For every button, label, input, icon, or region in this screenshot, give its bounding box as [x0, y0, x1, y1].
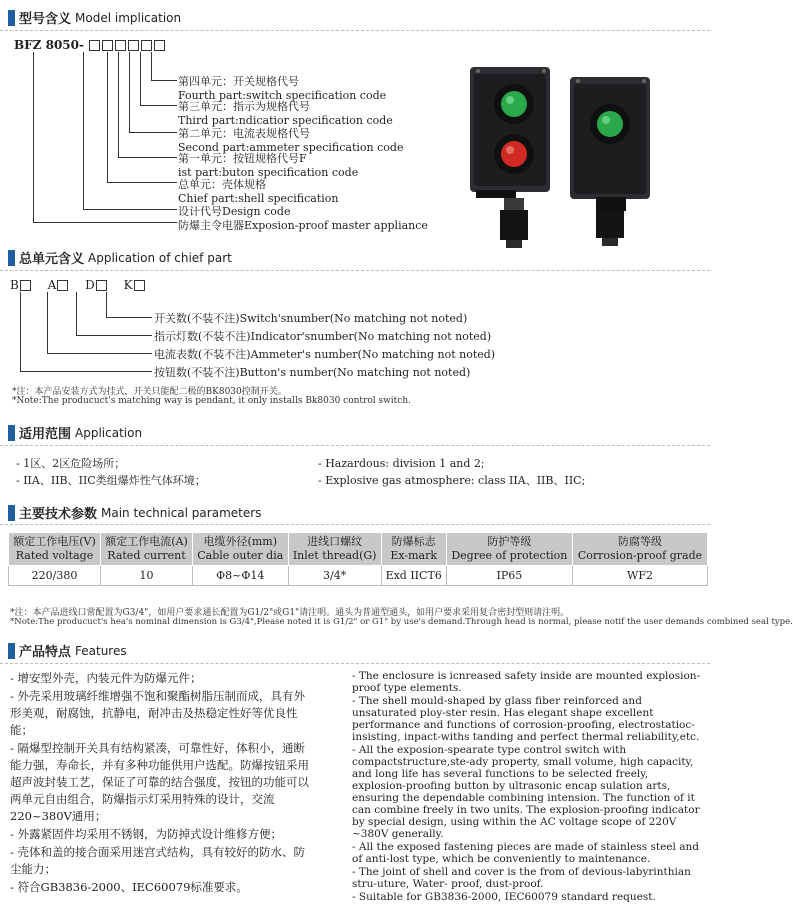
- table-cell: 3/4*: [288, 566, 381, 586]
- section-marker: [8, 505, 15, 521]
- list-item: - 壳体和盖的接合面采用迷宫式结构，具有较好的防水、防尘能力；: [10, 845, 306, 876]
- features-en: [352, 670, 704, 904]
- list-item: - The enclosure is icnreased safety inside are mounted explosion-proof type elements.: [352, 670, 701, 694]
- section-title-cn: 产品特点: [19, 645, 72, 660]
- application-cn: - 1区、2区危险场所； - IIA、IIB、IIC类组爆炸性气体环境；: [16, 457, 206, 487]
- model-item-1: 第一单元：按钮规格代号F ist part:buton specification code: [178, 152, 359, 179]
- chief-item-button: 按钮数(不装不注)Button's number(No matching not noted): [154, 366, 471, 379]
- section-marker: [8, 10, 15, 26]
- params-note-cn: *注：本产品进线口常配置为G3/4"，如用户要求通长配置为G1/2"或G1"请注明。通头为普通型通头，如用户要求采用复合密封型则请注明。: [10, 608, 570, 618]
- product-two-button: [470, 67, 550, 248]
- section-params-header: [8, 503, 261, 522]
- model-item-4: 第四单元：开关规格代号 Fourth part:switch specification code: [178, 75, 387, 102]
- green-button-icon: [597, 111, 623, 137]
- table-cell: Exd IICT6: [381, 566, 446, 586]
- list-item: - All the exposed fastening pieces are made of stainless steel and of anti-lost type, which be conveniently to maintenance.: [352, 841, 699, 865]
- features-cn: [10, 670, 310, 897]
- list-item: - All the exposion-spearate type control switch with compactstructure,ste-ady property, small volume, high capacity, and long life has several functions to be selected freely, explosion-proofing button by ultrasonic encap sulation arts, ensuring the dependable combining intension. The function of it can combine freely in two units. The explosion-proofing indicator by special design, using within the AC voltage scope of 220V ~380V generally.: [352, 744, 700, 840]
- table-cell: WF2: [573, 566, 708, 586]
- section-title-cn: 型号含义: [19, 12, 72, 27]
- list-item: - 外壳采用玻璃纤维增强不饱和聚酯树脂压制而成，具有外形美观，耐腐蚀，抗静电，耐冲击及热稳定性好等优良性能；: [10, 689, 306, 737]
- list-item: - 外露紧固件均采用不锈钢，为防掉式设计维修方便；: [10, 827, 283, 841]
- model-item-2: 第二单元：电流表规格代号 Second part:ammeter specification code: [178, 127, 404, 154]
- table-cell: IP65: [446, 566, 572, 586]
- table-header-cell: 电缆外径(mm) Cable outer dia: [192, 533, 288, 566]
- table-header-cell: 进线口螺纹 Inlet thread(G): [288, 533, 381, 566]
- chief-note-cn: *注：本产品安装方式为挂式，开关只能配二极的BK8030控制开关。: [12, 387, 287, 397]
- table-cell: Φ8~Φ14: [192, 566, 288, 586]
- section-title-en: Application: [75, 425, 143, 440]
- table-header-cell: 防腐等级 Corrosion-proof grade: [573, 533, 708, 566]
- chief-note-en: *Note:The producuct's matching way is pendant, it only installs Bk8030 control switch.: [12, 396, 411, 406]
- list-item: - 符合GB3836-2000、IEC60079标准要求。: [10, 880, 248, 894]
- section-title-en: Application of chief part: [88, 250, 232, 265]
- section-marker: [8, 250, 15, 266]
- table-row: [9, 566, 708, 586]
- params-note-en: *Note:The producuct's hea's nominal dimension is G3/4",Please noted it is G1/2" or G1" by use's demand.Through head is normal, please notif the user demands combined seal type.: [10, 617, 793, 627]
- divider: [0, 30, 710, 31]
- code-number: 8050: [45, 38, 80, 52]
- section-chief-header: [8, 248, 232, 267]
- list-item: - The shell mould-shaped by glass fiber reinforced and unsaturated ploy-ster resin. Has elegant shape excellent performance and functions of corrosion-proofing, electrostatioc-insisting, inpact-withs tanding and perfect thermal reliability,etc.: [352, 695, 700, 743]
- section-title-cn: 主要技术参数: [19, 507, 98, 522]
- divider: [0, 445, 710, 446]
- model-item-3: 第三单元：指示为规格代号 Third part:ndicatior specification code: [178, 100, 393, 127]
- table-cell: 220/380: [9, 566, 101, 586]
- chief-item-ammeter: 电流表数(不装不注)Ammeter's number(No matching not noted): [154, 348, 496, 361]
- section-title-cn: 总单元含义: [19, 252, 85, 267]
- table-header-cell: 额定工作电流(A) Rated current: [100, 533, 192, 566]
- table-header-cell: 防护等级 Degree of protection: [446, 533, 572, 566]
- list-item: - 隔爆型控制开关具有结构紧凑，可靠性好，体积小，通断能力强，寿命长，并有多种功能供用户选配。防爆按钮采用超声波封装工艺，保证了可靠的结合强度，按钮的功能可以两单元自由组合，防爆指示灯采用特殊的设计，交流220~380V通用；: [10, 741, 309, 823]
- model-code: [14, 38, 166, 52]
- section-title-en: Features: [75, 643, 127, 658]
- divider: [0, 270, 710, 271]
- section-features-header: [8, 641, 127, 660]
- table-header-cell: 额定工作电压(V) Rated voltage: [9, 533, 101, 566]
- product-photo: [462, 62, 712, 252]
- chief-item-indicator: 指示灯数(不装不注)Indicator'snumber(No matching not noted): [154, 330, 492, 343]
- section-title-cn: 适用范围: [19, 427, 72, 442]
- section-title-en: Main technical parameters: [101, 505, 262, 520]
- red-button-icon: [501, 141, 527, 167]
- section-marker: [8, 425, 15, 441]
- code-prefix: BFZ: [14, 38, 42, 52]
- model-item-appliance: 防爆主令电器Exposion-proof master appliance: [178, 219, 428, 232]
- model-item-chief: 总单元：壳体规格 Chief part:shell specification: [178, 178, 339, 205]
- chief-item-switch: 开关数(不装不注)Switch'snumber(No matching not noted): [154, 312, 468, 325]
- chief-code: B A D K: [10, 278, 146, 292]
- table-header-row: [9, 533, 708, 566]
- list-item: - The joint of shell and cover is the from of devious-labyrinthian stru-uture, Water- proof, dust-proof.: [352, 866, 691, 890]
- section-model-header: [8, 8, 181, 27]
- table-header-cell: 防爆标志 Ex-mark: [381, 533, 446, 566]
- list-item: - 增安型外壳，内装元件为防爆元件；: [10, 671, 202, 685]
- section-title-en: Model implication: [75, 10, 182, 25]
- code-dash: -: [79, 38, 84, 52]
- model-item-design: 设计代号Design code: [178, 205, 291, 218]
- params-table: [8, 532, 708, 586]
- section-application-header: [8, 423, 142, 442]
- divider: [0, 663, 710, 664]
- table-cell: 10: [100, 566, 192, 586]
- divider: [0, 524, 710, 525]
- list-item: - Suitable for GB3836-2000, IEC60079 standard request.: [352, 891, 656, 903]
- green-button-icon: [501, 91, 527, 117]
- section-marker: [8, 643, 15, 659]
- product-one-button: [570, 77, 650, 246]
- application-en: - Hazardous: division 1 and 2; - Explosive gas atmosphere: class IIA、IIB、IIC;: [318, 457, 586, 487]
